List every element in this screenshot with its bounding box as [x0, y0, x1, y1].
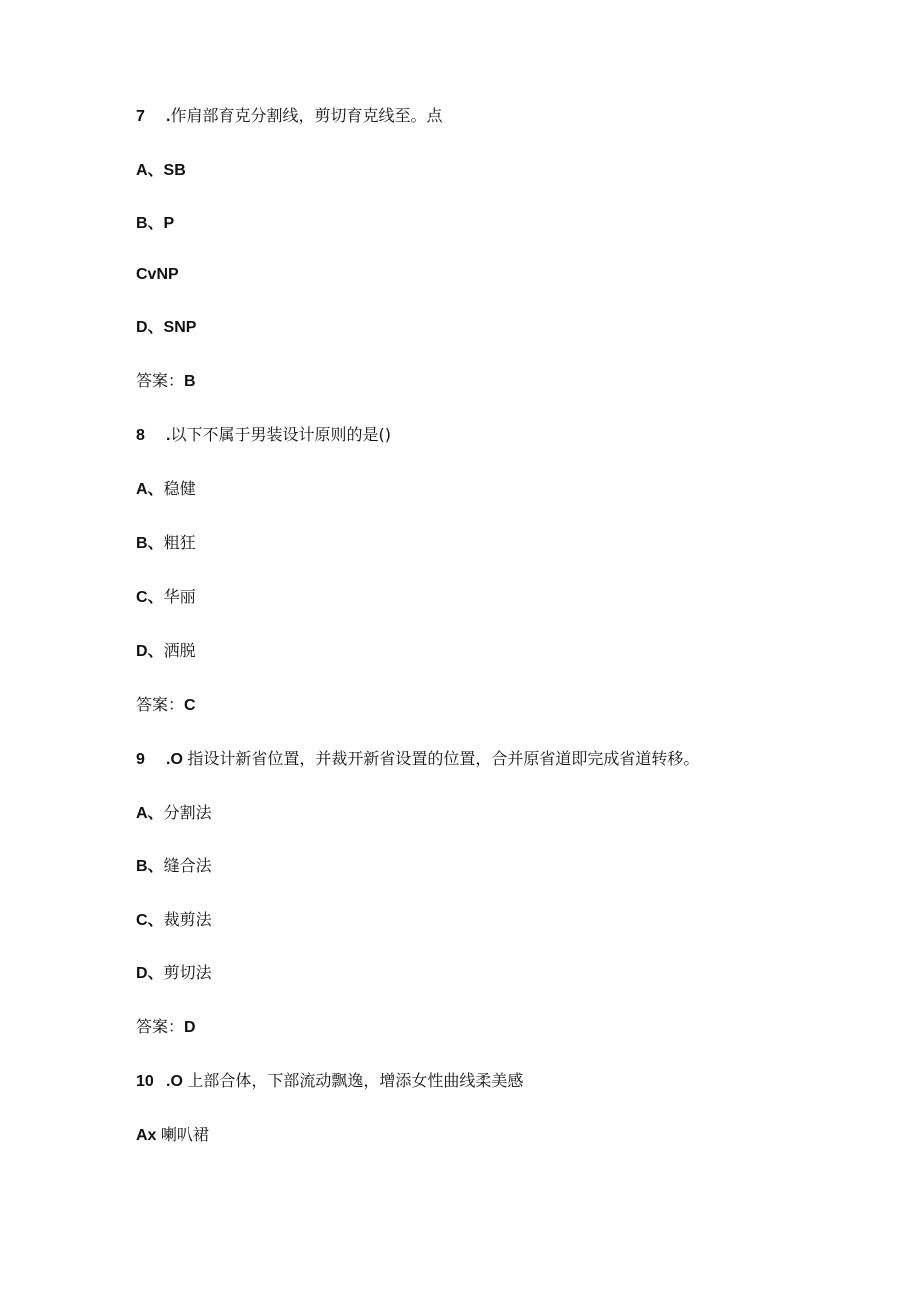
line-text: 剪切法	[163, 963, 212, 982]
question-line	[136, 1071, 523, 1092]
line-label: C、	[136, 589, 164, 606]
option-line	[136, 963, 212, 984]
option-line	[136, 910, 212, 931]
line-label: D、	[136, 965, 164, 982]
line-label: A、	[136, 481, 164, 498]
line-label: .O	[166, 1073, 188, 1090]
question-number: 7	[136, 108, 145, 125]
answer-line	[136, 1017, 196, 1038]
line-label: .	[166, 108, 171, 125]
line-label: .	[166, 427, 171, 444]
option-line	[136, 264, 179, 285]
line-text: 上部合体，下部流动飘逸，增添女性曲线柔美感	[187, 1071, 524, 1090]
line-text: 指设计新省位置，并裁开新省设置的位置，合并原省道即完成省道转移。	[187, 749, 700, 768]
option-line	[136, 587, 196, 608]
answer-value: D	[184, 1019, 196, 1036]
line-text: 粗狂	[163, 533, 196, 552]
option-line	[136, 856, 212, 877]
answer-line	[136, 695, 196, 716]
line-text: 作肩部育克分割线，剪切育克线至。点	[170, 106, 443, 125]
question-line	[136, 425, 391, 446]
option-line	[136, 641, 196, 662]
option-line	[136, 213, 174, 234]
line-label: A、	[136, 805, 164, 822]
question-number: 8	[136, 427, 145, 444]
line-text: 华丽	[163, 587, 196, 606]
line-text: 洒脱	[163, 641, 196, 660]
question-line	[136, 749, 699, 770]
answer-value: C	[184, 697, 196, 714]
line-text: 分割法	[163, 803, 212, 822]
option-line	[136, 317, 196, 338]
line-text: 稳健	[163, 479, 196, 498]
line-label: B、	[136, 858, 164, 875]
line-label: B、	[136, 535, 164, 552]
option-line	[136, 1125, 209, 1146]
option-line	[136, 479, 196, 500]
question-number: 9	[136, 751, 145, 768]
option-line	[136, 803, 212, 824]
line-label: D、	[136, 643, 164, 660]
line-text: 喇叭裙	[160, 1125, 209, 1144]
line-label: .O	[166, 751, 188, 768]
line-label: C、	[136, 912, 164, 929]
line-label: D、SNP	[136, 319, 197, 336]
question-line	[136, 106, 442, 127]
line-text: 缝合法	[163, 856, 212, 875]
line-text: 裁剪法	[163, 910, 212, 929]
line-label: B、P	[136, 215, 175, 232]
option-line	[136, 160, 186, 181]
answer-line	[136, 371, 196, 392]
line-text: 答案：	[136, 371, 185, 390]
line-label: CvNP	[136, 266, 179, 283]
answer-value: B	[184, 373, 196, 390]
line-label: Ax	[136, 1127, 161, 1144]
line-text: 答案：	[136, 1017, 185, 1036]
line-label: A、SB	[136, 162, 186, 179]
line-text: 答案：	[136, 695, 185, 714]
question-number: 10	[136, 1073, 154, 1090]
line-text: 以下不属于男装设计原则的是()	[170, 425, 391, 444]
option-line	[136, 533, 196, 554]
